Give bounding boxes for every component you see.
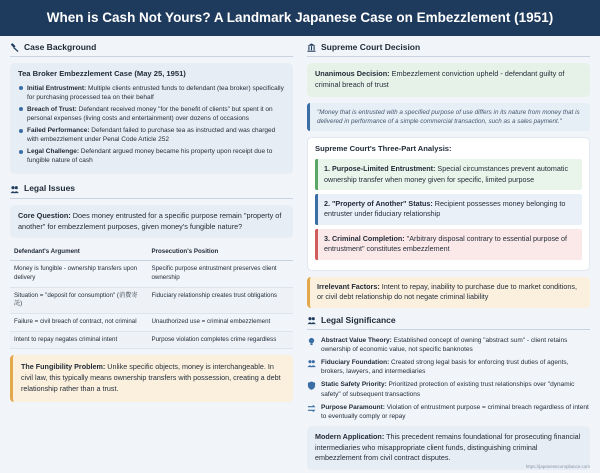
shield-icon xyxy=(307,381,316,390)
table-row: Situation = "deposit for consumption" (消費寄託) Fiduciary relationship creates trust obligations xyxy=(10,287,293,313)
list-item: Purpose Paramount: Violation of entrustment purpose = criminal breach regardless of intent to eventually comply or repay xyxy=(307,403,590,421)
case-title: Tea Broker Embezzlement Case (May 25, 1951) xyxy=(18,69,186,79)
page-header xyxy=(0,0,600,36)
analysis-part-3: 3. Criminal Completion: "Arbitrary disposal contrary to essential purpose of entrustment" constitutes embezzlement xyxy=(315,229,582,260)
right-column xyxy=(307,42,590,470)
footer-url: https://japanesecompliance.com xyxy=(525,463,590,469)
list-item: Failed Performance: Defendant failed to purchase tea as instructed and was charged with embezzlement under Penal Code Article 252 xyxy=(18,126,285,144)
significance-list xyxy=(307,336,590,421)
list-item: Breach of Trust: Defendant received money "for the benefit of clients" but spent it on personal expenses (living costs and entertainment) over dozens of occasions xyxy=(18,105,285,123)
list-item: Fiduciary Foundation: Created strong legal basis for enforcing trust duties of agents, brokers, lawyers, and intermediaries xyxy=(307,358,590,376)
core-question-card: Core Question: Does money entrusted for a specific purpose remain "property of another" for embezzlement purposes, given money's fungible nature? xyxy=(10,205,293,238)
list-item: Initial Entrustment: Multiple clients entrusted funds to defendant (tea broker) specifically for purchasing processed tea on their behalf xyxy=(18,84,285,102)
table-header: Prosecution's Position xyxy=(147,244,293,261)
arrows-icon xyxy=(307,404,316,413)
analysis-part-1: 1. Purpose-Limited Entrustment: Special circumstances prevent automatic ownership transfer when money given for specific, limited purpose xyxy=(315,159,582,190)
section-heading-background: Case Background xyxy=(10,42,293,57)
list-item: Static Safety Priority: Prioritized protection of existing trust relationships over "dynamic safety" of subsequent transactions xyxy=(307,380,590,398)
unanimous-decision-card: Unanimous Decision: Embezzlement conviction upheld - defendant guilty of criminal breach of trust xyxy=(307,63,590,96)
section-heading-significance: Legal Significance xyxy=(307,315,590,330)
section-heading-issues: Legal Issues xyxy=(10,183,293,198)
list-item: Abstract Value Theory: Established concept of owning "abstract sum" - client retains ownership of economic value, not specific banknotes xyxy=(307,336,590,354)
court-quote: "Money that is entrusted with a specified purpose of use differs in its nature from money that is delivered in performance of a simple commercial transaction, such as a sales payment." xyxy=(307,103,590,131)
left-column xyxy=(10,42,293,470)
people-icon xyxy=(307,316,316,325)
gavel-icon xyxy=(10,43,19,52)
three-part-analysis xyxy=(307,137,590,271)
users-icon xyxy=(307,359,316,368)
table-header: Defendant's Argument xyxy=(10,244,147,261)
section-heading-decision: Supreme Court Decision xyxy=(307,42,590,57)
people-icon xyxy=(10,185,19,194)
fungibility-callout: The Fungibility Problem: Unlike specific objects, money is interchangeable. In civil law, this typically means ownership transfers with possession, creating a debt relationship rather than a trust. xyxy=(10,355,293,401)
case-background-card xyxy=(10,63,293,174)
list-item: Legal Challenge: Defendant argued money became his property upon receipt due to fungible nature of cash xyxy=(18,147,285,165)
irrelevant-factors-callout: Irrelevant Factors: Intent to repay, inability to purchase due to market conditions, or civil debt relationship do not negate criminal liability xyxy=(307,277,590,308)
background-list xyxy=(18,84,285,166)
table-row: Failure = civil breach of contract, not criminal Unauthorized use = criminal embezzlement xyxy=(10,314,293,332)
page-title: When is Cash Not Yours? A Landmark Japanese Case on Embezzlement (1951) xyxy=(46,9,554,25)
arguments-table xyxy=(10,244,293,349)
courthouse-icon xyxy=(307,43,316,52)
modern-application-card: Modern Application: This precedent remains foundational for prosecuting financial intermediaries who misappropriate client funds, distinguishing criminal embezzlement from civil contract disputes. xyxy=(307,426,590,470)
analysis-title: Supreme Court's Three-Part Analysis: xyxy=(315,143,452,153)
table-row: Intent to repay negates criminal intent Purpose violation completes crime regardless xyxy=(10,331,293,349)
lightbulb-icon xyxy=(307,337,316,346)
analysis-part-2: 2. "Property of Another" Status: Recipient possesses money belonging to entruster under fiduciary relationship xyxy=(315,194,582,225)
table-row: Money is fungible - ownership transfers upon delivery Specific purpose entrustment preserves client ownership xyxy=(10,261,293,287)
